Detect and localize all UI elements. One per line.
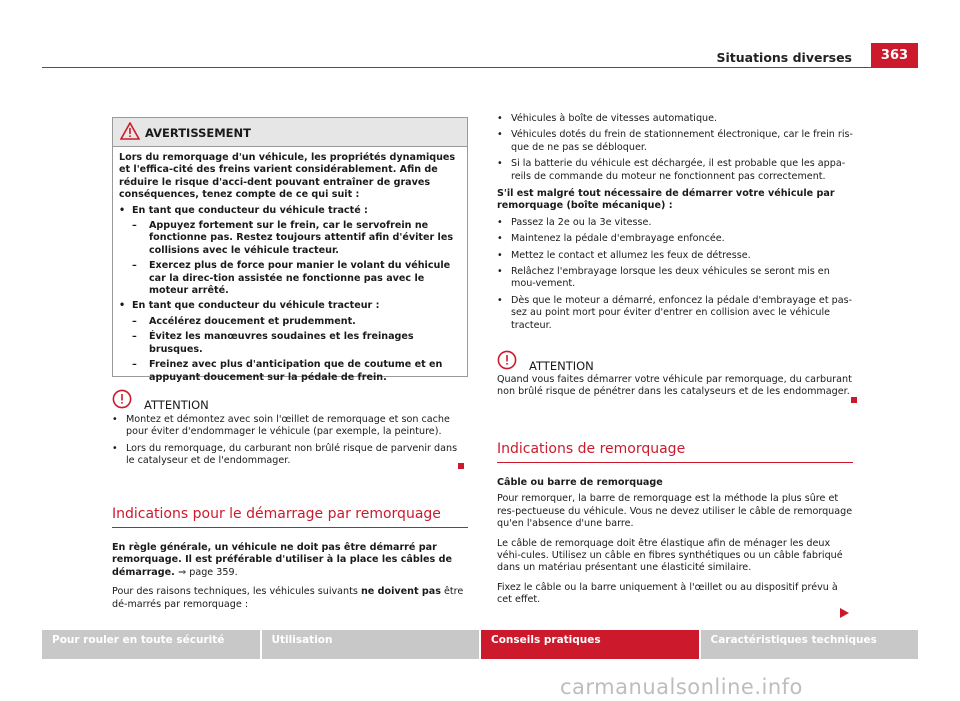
warning-intro: Lors du remorquage d'un véhicule, les propriétés dynamiques et l'effica-cité des freins varient considérablement. Afin de réduire le risque d'acci-dent pouvant entraîner de graves conséquences, tenez compte de ce qui suit :	[119, 152, 456, 201]
warning-body	[113, 147, 467, 384]
subheading: Câble ou barre de remorquage	[497, 477, 663, 488]
footer-nav	[42, 630, 918, 659]
list-item: • Maintenez la pédale d'embrayage enfoncée.	[497, 233, 725, 245]
attention-text: Quand vous faites démarrer votre véhicule par remorquage, du carburant non brûlé risque de pénétrer dans les catalyseurs et de les endommager.	[497, 374, 852, 398]
attention-circle-icon	[112, 389, 132, 412]
list-item: • Mettez le contact et allumez les feux de détresse.	[497, 249, 751, 261]
attention-right	[497, 349, 853, 399]
warning-header	[113, 118, 467, 147]
attention-bullet: • Lors du remorquage, du carburant non brûlé risque de parvenir dans le catalyseur et de l'endommager.	[112, 442, 458, 467]
attention-left	[112, 389, 468, 468]
list-item: • Véhicules à boîte de vitesses automatique.	[497, 113, 718, 124]
section-rule	[112, 527, 468, 528]
section-intro: En règle générale, un véhicule ne doit pas être démarré par remorquage. Il est préférable d'utiliser à la place les câbles de démarrage. ⇒ page 359.	[112, 542, 452, 578]
paragraph: Pour remorquer, la barre de remorquage est la méthode la plus sûre et res-pectueuse du véhicule. Vous ne devez utiliser le câble de remorquage qu'en l'absence d'une barre.	[497, 493, 853, 530]
section-rule	[497, 462, 853, 463]
warning-dash-item: – Appuyez fortement sur le frein, car le servofrein ne fonctionne pas. Restez toujours attentif afin d'éviter les collisions avec le véhicule tracteur.	[132, 220, 454, 256]
warning-triangle-icon	[120, 122, 140, 144]
warning-dash-item: – Exercez plus de force pour manier le volant du véhicule car la direc-tion assistée ne fonctionne pas avec le moteur arrêté.	[132, 260, 451, 297]
list-item: • Si la batterie du véhicule est déchargée, il est probable que les appa-reils de commande du moteur ne fonctionnent pas correctement.	[497, 158, 846, 182]
end-of-section-marker	[458, 463, 464, 469]
watermark: carmanualsonline.info	[560, 675, 803, 699]
warning-bullet: • En tant que conducteur du véhicule tracteur :	[119, 300, 380, 312]
footer-tab-practical-tips[interactable]: Conseils pratiques	[481, 630, 699, 659]
footer-tab-usage[interactable]: Utilisation	[262, 630, 480, 659]
list-item: • Passez la 2e ou la 3e vitesse.	[497, 216, 652, 228]
section-paragraph: Pour des raisons techniques, les véhicules suivants ne doivent pas être dé-marrés par remorquage :	[112, 586, 464, 610]
end-of-section-marker	[851, 397, 857, 403]
paragraph: Le câble de remorquage doit être élastique afin de ménager les deux véhi-cules. Utilisez un câble en fibres synthétiques ou un câble fabriqué dans un matériau présentant une élasticité similaire.	[497, 537, 843, 574]
page-number: 363	[871, 43, 918, 67]
warning-dash-item: – Freinez avec plus d'anticipation que de coutume et en appuyant doucement sur la pédale de frein.	[132, 359, 443, 383]
paragraph: Fixez le câble ou la barre uniquement à l'œillet ou au dispositif prévu à cet effet.	[497, 581, 838, 606]
list-item: • Dès que le moteur a démarré, enfoncez la pédale d'embrayage et pas-sez au point mort pour éviter d'entrer en collision avec le véhicule tracteur.	[497, 294, 853, 331]
section-title: Indications de remorquage	[497, 441, 686, 457]
attention-title: ATTENTION	[144, 397, 209, 412]
running-header-title: Situations diverses	[716, 50, 852, 65]
section-towing	[497, 441, 853, 607]
footer-tab-technical[interactable]: Caractéristiques techniques	[701, 630, 919, 659]
section-title: Indications pour le démarrage par remorquage	[112, 506, 441, 522]
attention-title: ATTENTION	[529, 359, 594, 373]
continue-arrow-icon	[840, 603, 849, 622]
warning-title: AVERTISSEMENT	[145, 126, 252, 140]
warning-bullet: • En tant que conducteur du véhicule tracté :	[119, 204, 368, 216]
attention-bullet: • Montez et démontez avec soin l'œillet de remorquage et son cache pour éviter d'endommager le véhicule (par exemple, la peinture).	[112, 414, 450, 438]
header-rule	[42, 67, 918, 68]
attention-circle-icon	[497, 350, 517, 373]
list-heading: S'il est malgré tout nécessaire de démarrer votre véhicule par remorquage (boîte mécanique) :	[497, 188, 835, 212]
footer-tab-safety[interactable]: Pour rouler en toute sécurité	[42, 630, 260, 659]
list-item: • Relâchez l'embrayage lorsque les deux véhicules se seront mis en mou-vement.	[497, 266, 830, 290]
warning-box	[112, 117, 468, 383]
warning-dash-item: – Évitez les manœuvres soudaines et les freinages brusques.	[132, 331, 414, 355]
right-column-list	[497, 113, 853, 332]
page-reference-link[interactable]: ⇒ page 359.	[178, 566, 238, 578]
warning-dash-item: – Accélérez doucement et prudemment.	[132, 315, 356, 327]
section-start-towing	[112, 506, 468, 611]
list-item: • Véhicules dotés du frein de stationnement électronique, car le frein ris-que de ne pas se débloquer.	[497, 129, 853, 153]
